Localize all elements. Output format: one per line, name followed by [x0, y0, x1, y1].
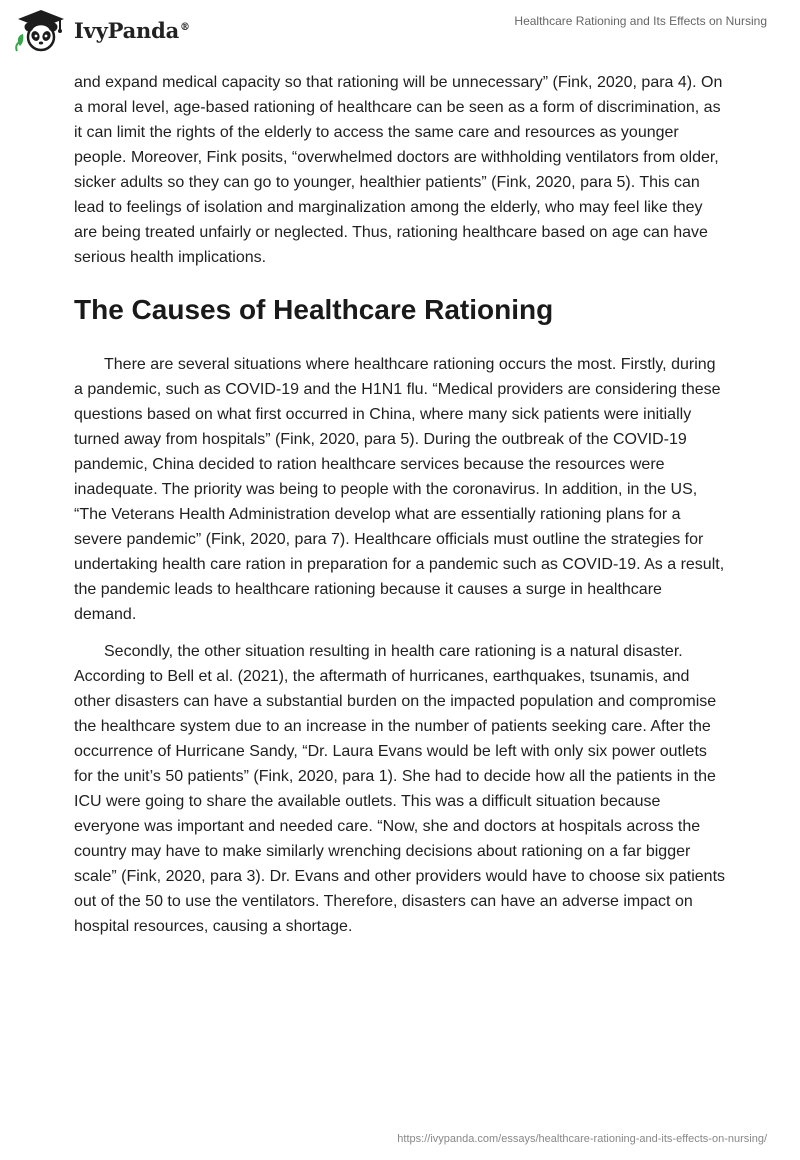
brand-name — [74, 18, 190, 43]
paragraph: Secondly, the other situation resulting in health care rationing is a natural disaster. According to Bell et al. (2021), the aftermath of hurricanes, earthquakes, tsunamis, and other disasters can have a substantial burden on the impacted population and compromise the healthcare system due to an increase in the number of patients seeking care. After the occurrence of Hurricane Sandy, “Dr. Laura Evans would be left with only six power outlets for the unit’s 50 patients” (Fink, 2020, para 1). She had to decide how all the patients in the ICU were going to share the available outlets. This was a difficult situation because everyone was important and needed care. “Now, she and doctors at hospitals across the country may have to make similarly wrenching decisions about rationing on a far bigger scale” (Fink, 2020, para 3). Dr. Evans and other providers would have to choose six patients out of the 50 to use the ventilators. Therefore, disasters can have an adverse impact on hospital resources, causing a shortage. — [74, 643, 726, 935]
document-title: Healthcare Rationing and Its Effects on Nursing — [514, 14, 767, 28]
paragraph: There are several situations where healthcare rationing occurs the most. Firstly, during a pandemic, such as COVID-19 and the H1N1 flu. “Medical providers are considering these questions based on what first occurred in China, where many sick patients were initially turned away from hospitals” (Fink, 2020, para 5). During the outbreak of the COVID-19 pandemic, China decided to ration healthcare services because the resources were inadequate. The priority was being to people with the coronavirus. In addition, in the US, “The Veterans Health Administration develop what are essentially rationing plans for a severe pandemic” (Fink, 2020, para 7). Healthcare officials must outline the strategies for undertaking health care ration in preparation for a pandemic such as COVID-19. As a result, the pandemic leads to healthcare rationing because it causes a surge in healthcare demand. — [74, 356, 725, 623]
article-body — [74, 70, 726, 951]
section-heading: The Causes of Healthcare Rationing — [74, 294, 554, 325]
registered-mark: ® — [180, 21, 190, 33]
paragraph: and expand medical capacity so that rationing will be unnecessary” (Fink, 2020, para 4). On a moral level, age-based rationing of healthcare can be seen as a form of discrimination, as it can limit the rights of the elderly to access the same care and resources as younger people. Moreover, Fink posits, “overwhelmed doctors are withholding ventilators from older, sicker adults so they can go to younger, healthier patients” (Fink, 2020, para 5). This can lead to feelings of isolation and marginalization among the elderly, who may feel like they are being treated unfairly or neglected. Thus, rationing healthcare based on age can have serious health implications. — [74, 74, 723, 266]
source-url-link[interactable]: https://ivypanda.com/essays/healthcare-rationing-and-its-effects-on-nursing/ — [397, 1133, 767, 1145]
brand-logo[interactable] — [14, 8, 190, 52]
panda-graduate-icon — [14, 8, 68, 52]
page-header — [0, 0, 800, 60]
brand-text: IvyPanda — [74, 17, 180, 43]
